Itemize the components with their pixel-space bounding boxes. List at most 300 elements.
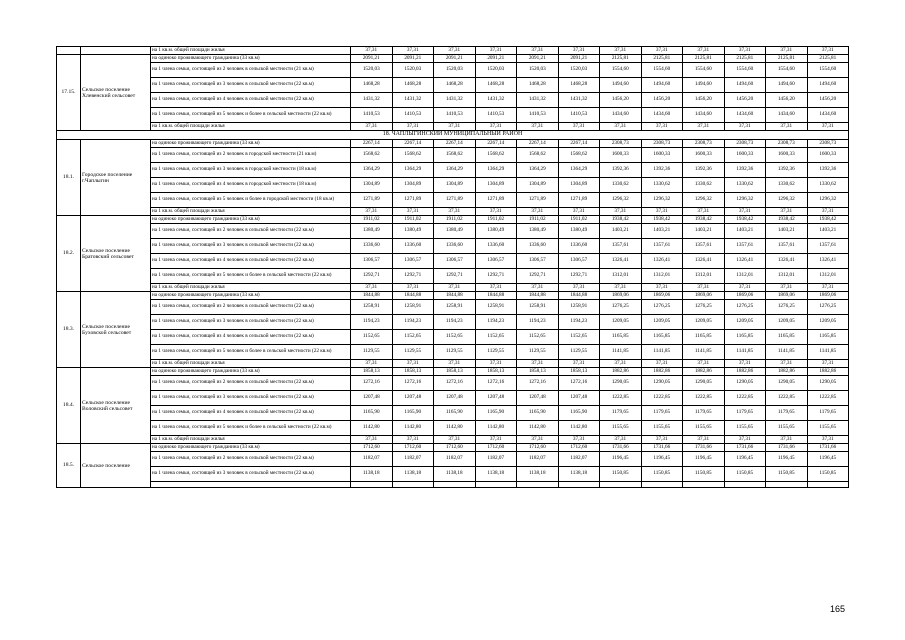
value-cell: 1911,02 — [558, 216, 600, 224]
value-cell: 1600,33 — [724, 148, 766, 163]
value-cell: 37,31 — [807, 360, 849, 368]
row-description: на 1 члена семьи, состоящей из 5 человек и более в сельской местности (22 кв.м) — [151, 269, 351, 284]
table-row — [57, 254, 849, 269]
row-description: на 1 члена семьи, состоящей из 2 человек в сельской местности (22 кв.м) — [151, 224, 351, 239]
district-title: 18. ЧАПЛЫГИНСКИЙ МУНИЦИПАЛЬНЫЙ РАЙОН — [57, 131, 849, 140]
value-cell: 1296,32 — [766, 193, 808, 208]
value-cell: 1330,62 — [683, 178, 725, 193]
row-description: на одиноко проживающего гражданина (33 кв.м) — [151, 55, 351, 63]
table-row — [57, 55, 849, 63]
value-cell: 37,31 — [558, 123, 600, 131]
value-cell: 1520,03 — [475, 63, 517, 78]
value-cell: 1858,13 — [392, 368, 434, 376]
table-row — [57, 63, 849, 78]
value-cell: 2125,81 — [766, 55, 808, 63]
value-cell: 1196,45 — [600, 452, 642, 467]
row-description: на 1 члена семьи, состоящей из 3 человек в городской местности (18 кв.м) — [151, 163, 351, 178]
value-cell: 1165,90 — [475, 406, 517, 421]
value-cell: 1182,07 — [475, 452, 517, 467]
value-cell: 37,31 — [392, 47, 434, 55]
value-cell: 1194,23 — [392, 315, 434, 330]
row-description: на 1 кв.м. общей площади жилья — [151, 360, 351, 368]
value-cell: 1403,21 — [766, 224, 808, 239]
value-cell: 1196,45 — [807, 452, 849, 467]
value-cell: 1179,65 — [724, 406, 766, 421]
value-cell: 1152,65 — [558, 330, 600, 345]
value-cell: 1568,62 — [558, 148, 600, 163]
table-row — [57, 292, 849, 300]
value-cell: 1431,32 — [517, 93, 559, 108]
value-cell: 1911,02 — [517, 216, 559, 224]
value-cell: 1141,85 — [683, 345, 725, 360]
value-cell: 2308,73 — [766, 140, 808, 148]
value-cell: 1882,86 — [683, 368, 725, 376]
value-cell: 2267,14 — [351, 140, 393, 148]
value-cell: 1336,60 — [351, 239, 393, 254]
value-cell: 1276,25 — [807, 300, 849, 315]
value-cell: 1434,60 — [807, 108, 849, 123]
value-cell: 1392,36 — [600, 163, 642, 178]
value-cell: 1306,57 — [475, 254, 517, 269]
value-cell: 1150,85 — [724, 467, 766, 482]
value-cell: 1276,25 — [641, 300, 683, 315]
value-cell: 1276,25 — [724, 300, 766, 315]
value-cell: 1403,21 — [807, 224, 849, 239]
value-cell: 2308,73 — [724, 140, 766, 148]
value-cell: 1306,57 — [434, 254, 476, 269]
value-cell: 1882,86 — [641, 368, 683, 376]
value-cell: 1165,90 — [351, 406, 393, 421]
value-cell: 1165,85 — [766, 330, 808, 345]
value-cell: 1304,89 — [517, 178, 559, 193]
table-row — [57, 391, 849, 406]
value-cell: 1292,71 — [475, 269, 517, 284]
value-cell: 1209,05 — [683, 315, 725, 330]
value-cell: 1142,80 — [392, 421, 434, 436]
value-cell: 37,31 — [641, 436, 683, 444]
value-cell: 37,31 — [724, 360, 766, 368]
value-cell: 37,31 — [724, 208, 766, 216]
value-cell: 1520,03 — [351, 63, 393, 78]
value-cell: 1858,13 — [558, 368, 600, 376]
value-cell: 1494,60 — [724, 78, 766, 93]
value-cell: 1330,62 — [724, 178, 766, 193]
value-cell: 1380,49 — [351, 224, 393, 239]
value-cell: 1468,28 — [392, 78, 434, 93]
value-cell: 37,31 — [351, 47, 393, 55]
value-cell: 1271,89 — [392, 193, 434, 208]
value-cell: 1272,16 — [558, 376, 600, 391]
value-cell: 1456,20 — [807, 93, 849, 108]
table-row — [57, 269, 849, 284]
value-cell: 1882,86 — [807, 368, 849, 376]
value-cell: 1155,65 — [724, 421, 766, 436]
row-group-index: 18.1. — [57, 140, 81, 216]
value-cell: 1194,23 — [517, 315, 559, 330]
value-cell: 1431,32 — [392, 93, 434, 108]
value-cell: 1179,65 — [807, 406, 849, 421]
empty-cell — [351, 482, 393, 488]
value-cell: 1276,25 — [600, 300, 642, 315]
value-cell: 1431,32 — [558, 93, 600, 108]
value-cell: 2091,21 — [517, 55, 559, 63]
value-cell: 1258,91 — [517, 300, 559, 315]
value-cell: 2308,73 — [600, 140, 642, 148]
value-cell: 1272,16 — [434, 376, 476, 391]
value-cell: 1304,89 — [434, 178, 476, 193]
value-cell: 1844,88 — [434, 292, 476, 300]
value-cell: 37,31 — [517, 47, 559, 55]
value-cell: 2125,81 — [641, 55, 683, 63]
value-cell: 2125,81 — [600, 55, 642, 63]
value-cell: 37,31 — [517, 284, 559, 292]
value-cell: 1129,55 — [434, 345, 476, 360]
value-cell: 1364,29 — [351, 163, 393, 178]
value-cell: 2125,81 — [683, 55, 725, 63]
value-cell: 1155,65 — [683, 421, 725, 436]
value-cell: 1152,65 — [351, 330, 393, 345]
value-cell: 37,31 — [807, 208, 849, 216]
empty-cell — [766, 482, 808, 488]
row-group-index: 18.5. — [57, 444, 81, 488]
value-cell: 1296,32 — [807, 193, 849, 208]
value-cell: 1554,60 — [724, 63, 766, 78]
value-cell: 2091,21 — [351, 55, 393, 63]
value-cell: 1731,66 — [724, 444, 766, 452]
value-cell: 1141,85 — [807, 345, 849, 360]
value-cell: 1179,65 — [600, 406, 642, 421]
row-group-index: 17.15. — [57, 55, 81, 131]
value-cell: 1568,62 — [351, 148, 393, 163]
value-cell: 1207,48 — [392, 391, 434, 406]
value-cell: 1194,23 — [434, 315, 476, 330]
table-row — [57, 330, 849, 345]
value-cell: 37,31 — [392, 360, 434, 368]
value-cell: 37,31 — [392, 208, 434, 216]
value-cell: 1410,53 — [517, 108, 559, 123]
value-cell: 1292,71 — [434, 269, 476, 284]
value-cell: 1142,80 — [517, 421, 559, 436]
value-cell: 1138,18 — [475, 467, 517, 482]
value-cell: 1410,53 — [558, 108, 600, 123]
value-cell: 2267,14 — [434, 140, 476, 148]
value-cell: 37,31 — [392, 436, 434, 444]
value-cell: 2308,73 — [641, 140, 683, 148]
value-cell: 1138,18 — [434, 467, 476, 482]
empty-cell — [392, 482, 434, 488]
value-cell: 1209,05 — [807, 315, 849, 330]
value-cell: 2091,21 — [475, 55, 517, 63]
value-cell: 1431,32 — [351, 93, 393, 108]
row-description: на одиноко проживающего гражданина (33 кв.м) — [151, 444, 351, 452]
value-cell: 37,31 — [475, 123, 517, 131]
row-description: на 1 члена семьи, состоящей из 2 человек в сельской местности (22 кв.м) — [151, 452, 351, 467]
row-description: на 1 кв.м. общей площади жилья — [151, 284, 351, 292]
value-cell: 37,31 — [724, 123, 766, 131]
value-cell: 37,31 — [641, 360, 683, 368]
value-cell: 1330,62 — [766, 178, 808, 193]
value-cell: 1869,06 — [807, 292, 849, 300]
value-cell: 1258,91 — [434, 300, 476, 315]
value-cell: 1938,42 — [766, 216, 808, 224]
value-cell: 1304,89 — [351, 178, 393, 193]
value-cell: 1290,05 — [807, 376, 849, 391]
value-cell: 1520,03 — [517, 63, 559, 78]
row-description: на 1 члена семьи, состоящей из 4 человек в сельской местности (22 кв.м) — [151, 93, 351, 108]
value-cell: 37,31 — [600, 284, 642, 292]
value-cell: 1290,05 — [600, 376, 642, 391]
value-cell: 1403,21 — [724, 224, 766, 239]
value-cell: 37,31 — [351, 208, 393, 216]
value-cell: 1568,62 — [475, 148, 517, 163]
empty-cell — [683, 482, 725, 488]
value-cell: 37,31 — [807, 436, 849, 444]
row-description: на 1 члена семьи, состоящей из 5 человек и более в сельской местности (22 кв.м) — [151, 345, 351, 360]
table-row — [57, 148, 849, 163]
value-cell: 1364,29 — [517, 163, 559, 178]
value-cell: 1434,60 — [724, 108, 766, 123]
value-cell: 1306,57 — [351, 254, 393, 269]
value-cell: 1392,36 — [807, 163, 849, 178]
row-description: на одиноко проживающего гражданина (33 кв.м) — [151, 140, 351, 148]
value-cell: 37,31 — [517, 208, 559, 216]
value-cell: 1129,55 — [351, 345, 393, 360]
table-row — [57, 93, 849, 108]
table-row — [57, 284, 849, 292]
value-cell: 37,31 — [600, 123, 642, 131]
value-cell: 1296,32 — [600, 193, 642, 208]
value-cell: 1276,25 — [683, 300, 725, 315]
empty-cell — [600, 482, 642, 488]
value-cell: 1155,65 — [766, 421, 808, 436]
row-description: на 1 члена семьи, состоящей из 2 человек в сельской местности (22 кв.м) — [151, 376, 351, 391]
value-cell: 37,31 — [558, 436, 600, 444]
value-cell: 1456,20 — [683, 93, 725, 108]
value-cell: 1196,45 — [766, 452, 808, 467]
value-cell: 1858,13 — [434, 368, 476, 376]
row-description: на одиноко проживающего гражданина (33 кв.м) — [151, 216, 351, 224]
value-cell: 37,31 — [351, 123, 393, 131]
value-cell: 37,31 — [392, 284, 434, 292]
row-description: на 1 члена семьи, состоящей из 2 человек в сельской местности (21 кв.м) — [151, 63, 351, 78]
value-cell: 1330,62 — [600, 178, 642, 193]
value-cell: 1869,06 — [600, 292, 642, 300]
value-cell: 1520,03 — [392, 63, 434, 78]
value-cell: 37,31 — [766, 123, 808, 131]
value-cell: 1326,41 — [600, 254, 642, 269]
value-cell: 1179,65 — [683, 406, 725, 421]
page-number: 165 — [830, 604, 846, 614]
table-row — [57, 360, 849, 368]
value-cell: 1209,05 — [641, 315, 683, 330]
value-cell: 37,31 — [558, 208, 600, 216]
row-group-index: 18.3. — [57, 292, 81, 368]
value-cell: 1129,55 — [392, 345, 434, 360]
value-cell: 37,31 — [807, 123, 849, 131]
value-cell: 1600,33 — [766, 148, 808, 163]
value-cell: 1844,88 — [558, 292, 600, 300]
table-row — [57, 436, 849, 444]
value-cell: 1138,18 — [558, 467, 600, 482]
value-cell: 1271,89 — [517, 193, 559, 208]
value-cell: 1179,65 — [641, 406, 683, 421]
value-cell: 1182,07 — [392, 452, 434, 467]
value-cell: 37,31 — [683, 208, 725, 216]
value-cell: 1494,60 — [641, 78, 683, 93]
empty-cell — [151, 482, 351, 488]
value-cell: 1150,85 — [766, 467, 808, 482]
settlement-name — [81, 47, 151, 55]
value-cell: 1182,07 — [517, 452, 559, 467]
value-cell: 1179,65 — [766, 406, 808, 421]
value-cell: 1276,25 — [766, 300, 808, 315]
row-group-index: 18.4. — [57, 368, 81, 444]
value-cell: 1150,85 — [807, 467, 849, 482]
value-cell: 37,31 — [600, 47, 642, 55]
value-cell: 1568,62 — [434, 148, 476, 163]
value-cell: 1380,49 — [475, 224, 517, 239]
value-cell: 1844,88 — [475, 292, 517, 300]
value-cell: 1712,60 — [351, 444, 393, 452]
value-cell: 1182,07 — [351, 452, 393, 467]
value-cell: 37,31 — [600, 360, 642, 368]
row-description: на одиноко проживающего гражданина (33 кв.м) — [151, 292, 351, 300]
value-cell: 37,31 — [517, 360, 559, 368]
row-description: на одиноко проживающего гражданина (33 кв.м) — [151, 368, 351, 376]
value-cell: 1357,61 — [766, 239, 808, 254]
value-cell: 1196,45 — [724, 452, 766, 467]
value-cell: 1165,90 — [558, 406, 600, 421]
value-cell: 1141,85 — [766, 345, 808, 360]
value-cell: 1165,90 — [517, 406, 559, 421]
value-cell: 1844,88 — [517, 292, 559, 300]
value-cell: 37,31 — [724, 436, 766, 444]
empty-cell — [558, 482, 600, 488]
empty-cell — [724, 482, 766, 488]
table-row — [57, 467, 849, 482]
value-cell: 1554,60 — [683, 63, 725, 78]
table-row — [57, 345, 849, 360]
value-cell: 37,31 — [475, 436, 517, 444]
value-cell: 37,31 — [434, 47, 476, 55]
value-cell: 1194,23 — [558, 315, 600, 330]
value-cell: 2125,81 — [807, 55, 849, 63]
table-row — [57, 178, 849, 193]
value-cell: 1142,80 — [351, 421, 393, 436]
value-cell: 37,31 — [434, 208, 476, 216]
empty-cell — [475, 482, 517, 488]
value-cell: 2267,14 — [517, 140, 559, 148]
row-description: на 1 члена семьи, состоящей из 3 человек в сельской местности (22 кв.м) — [151, 391, 351, 406]
value-cell: 1155,65 — [641, 421, 683, 436]
table-row — [57, 224, 849, 239]
value-cell: 1712,60 — [558, 444, 600, 452]
value-cell: 1403,21 — [600, 224, 642, 239]
value-cell: 1138,18 — [351, 467, 393, 482]
value-cell: 1222,85 — [724, 391, 766, 406]
value-cell: 1410,53 — [392, 108, 434, 123]
value-cell: 1380,49 — [517, 224, 559, 239]
value-cell: 1364,29 — [392, 163, 434, 178]
value-cell: 1165,85 — [724, 330, 766, 345]
value-cell: 1304,89 — [558, 178, 600, 193]
value-cell: 1938,42 — [807, 216, 849, 224]
value-cell: 1272,16 — [517, 376, 559, 391]
value-cell: 37,31 — [351, 360, 393, 368]
table-row — [57, 193, 849, 208]
value-cell: 1468,28 — [434, 78, 476, 93]
value-cell: 1731,66 — [807, 444, 849, 452]
value-cell: 2125,81 — [724, 55, 766, 63]
value-cell: 1155,65 — [600, 421, 642, 436]
table-row — [57, 421, 849, 436]
value-cell: 1312,01 — [807, 269, 849, 284]
value-cell: 37,31 — [683, 436, 725, 444]
value-cell: 1138,18 — [392, 467, 434, 482]
value-cell: 1712,60 — [392, 444, 434, 452]
value-cell: 1869,06 — [724, 292, 766, 300]
value-cell: 1554,60 — [641, 63, 683, 78]
value-cell: 1712,60 — [434, 444, 476, 452]
value-cell: 1272,16 — [351, 376, 393, 391]
value-cell: 1568,62 — [392, 148, 434, 163]
value-cell: 1272,16 — [392, 376, 434, 391]
value-cell: 1869,06 — [766, 292, 808, 300]
value-cell: 37,31 — [766, 284, 808, 292]
value-cell: 1434,60 — [600, 108, 642, 123]
value-cell: 1304,89 — [392, 178, 434, 193]
value-cell: 1431,32 — [475, 93, 517, 108]
value-cell: 1152,65 — [434, 330, 476, 345]
table-row — [57, 444, 849, 452]
value-cell: 1142,80 — [558, 421, 600, 436]
value-cell: 1600,33 — [683, 148, 725, 163]
value-cell: 1129,55 — [517, 345, 559, 360]
row-description: на 1 члена семьи, состоящей из 3 человек в сельской местности (22 кв.м) — [151, 78, 351, 93]
value-cell: 1554,60 — [600, 63, 642, 78]
value-cell: 1494,60 — [600, 78, 642, 93]
value-cell: 1568,62 — [517, 148, 559, 163]
value-cell: 1152,65 — [392, 330, 434, 345]
value-cell: 1336,60 — [475, 239, 517, 254]
empty-cell — [434, 482, 476, 488]
row-description: на 1 члена семьи, состоящей из 2 человек в городской местности (21 кв.м) — [151, 148, 351, 163]
value-cell: 1364,29 — [558, 163, 600, 178]
row-group-index — [57, 47, 81, 55]
value-cell: 1869,06 — [641, 292, 683, 300]
value-cell: 1129,55 — [475, 345, 517, 360]
settlement-name: Сельское поселение Буховской сельсовет — [81, 292, 151, 368]
row-description: на 1 кв.м. общей площади жилья — [151, 208, 351, 216]
value-cell: 1312,01 — [600, 269, 642, 284]
table-row — [57, 140, 849, 148]
value-cell: 1207,48 — [558, 391, 600, 406]
value-cell: 1858,13 — [517, 368, 559, 376]
value-cell: 1330,62 — [641, 178, 683, 193]
value-cell: 1207,48 — [351, 391, 393, 406]
row-description: на 1 члена семьи, состоящей из 3 человек в сельской местности (22 кв.м) — [151, 239, 351, 254]
value-cell: 1258,91 — [351, 300, 393, 315]
value-cell: 37,31 — [558, 284, 600, 292]
settlement-name: Сельское поселение Братовский сельсовет — [81, 216, 151, 292]
value-cell: 1165,90 — [434, 406, 476, 421]
value-cell: 1911,02 — [434, 216, 476, 224]
value-cell: 37,31 — [641, 47, 683, 55]
value-cell: 1141,85 — [724, 345, 766, 360]
value-cell: 2267,14 — [392, 140, 434, 148]
table-row — [57, 216, 849, 224]
value-cell: 37,31 — [434, 360, 476, 368]
